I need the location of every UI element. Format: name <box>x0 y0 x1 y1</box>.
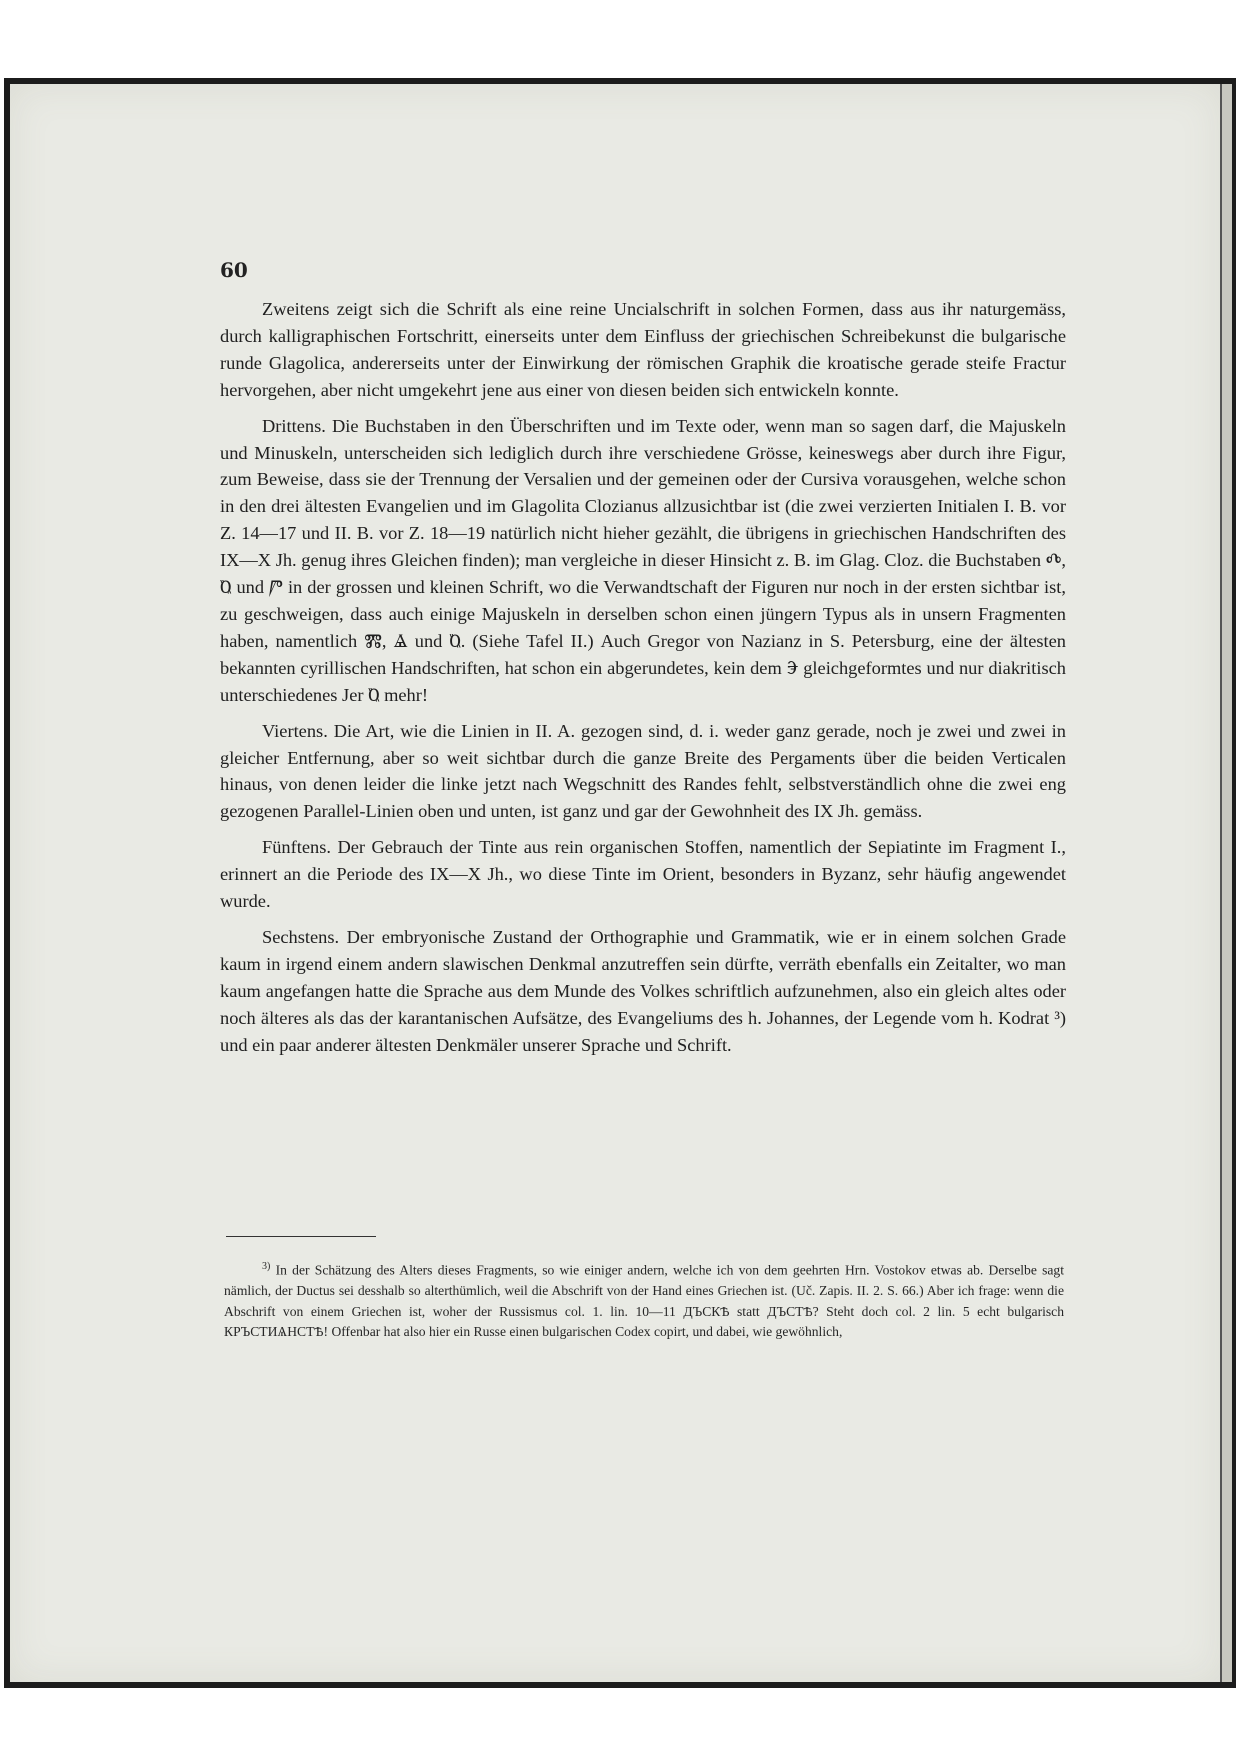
paragraph-zweitens: Zweitens zeigt sich die Schrift als eine reine Uncialschrift in solchen Formen, dass aus ihr naturgemäss, durch kalligraphischen Fortschritt, einerseits unter dem Einfluss der griechischen Schreibekunst die bulgarische runde Glagolica, andererseits unter der Einwirkung der römischen Graphik die kroatische gerade steife Fractur hervorgehen, aber nicht umgekehrt jene aus einer von diesen beiden sich entwickeln konnte. <box>220 299 1066 400</box>
body-text <box>220 296 1066 1067</box>
footnote-divider <box>226 1236 376 1237</box>
paragraph-viertens: Viertens. Die Art, wie die Linien in II. A. gezogen sind, d. i. weder ganz gerade, noch je zwei und zwei in gleicher Entfernung, aber so weit sichtbar durch die ganze Breite des Pergaments über die beiden Verticalen hinaus, von denen leider die linke jetzt nach Wegschnitt des Randes fehlt, selbstverständlich ohne die zwei eng gezogenen Parallel-Linien oben und unten, ist ganz und gar der Gewohnheit des IX Jh. gemäss. <box>220 720 1066 822</box>
footnote-marker: 3) <box>262 1261 271 1272</box>
page-edge <box>1220 84 1232 1682</box>
footnotes <box>224 1257 1064 1343</box>
paragraph-drittens: Drittens. Die Buchstaben in den Überschriften und im Texte oder, wenn man so sagen darf, die Majuskeln und Minuskeln, unterscheiden sich lediglich durch ihre verschiedene Grösse, keineswegs aber durch ihre Figur, zum Beweise, dass sie der Trennung der Versalien und der gemeinen oder der Cursiva vorausgehen, welche schon in den drei ältesten Evangelien und im Glagolita Clozianus allzusichtbar ist (die zwei verzierten Initialen I. B. vor Z. 14—17 und II. B. vor Z. 18—19 natürlich nicht hieher gezählt, die übrigens in griechischen Handschriften des IX—X Jh. genug ihres Gleichen finden); man vergleiche in dieser Hinsicht z. B. im Glag. Cloz. die Buchstaben Ⰴ, Ⱒ und Ⱓ in der grossen und kleinen Schrift, wo die Verwandtschaft der Figuren nur noch in der ersten sichtbar ist, zu geschweigen, dass auch einige Majuskeln in derselben schon einen jüngern Typus als in unsern Fragmenten haben, namentlich Ⰿ, Ⱑ und Ⱒ. (Siehe Tafel II.) Auch Gregor von Nazianz in S. Petersburg, eine der ältesten bekannten cyrillischen Handschriften, hat schon ein abgerundetes, kein dem Ⰵ gleichgeformtes und nur diakritisch unterschiedenes Jer Ⱒ mehr! <box>220 415 1066 705</box>
paragraph-sechstens: Sechstens. Der embryonische Zustand der Orthographie und Grammatik, wie er in einem solchen Grade kaum in irgend einem andern slawischen Denkmal anzutreffen sein dürfte, verräth ebenfalls ein Zeitalter, wo man kaum angefangen hatte die Sprache aus dem Munde des Volkes schriftlich aufzunehmen, also ein gleich altes oder noch älteres als das der karantanischen Aufsätze, des Evangeliums des h. Johannes, der Legende vom h. Kodrat ³) und ein paar anderer ältesten Denkmäler unserer Sprache und Schrift. <box>220 926 1066 1055</box>
page-number: 60 <box>220 258 248 282</box>
footnote-text: In der Schätzung des Alters dieses Fragments, so wie einiger andern, welche ich von dem geehrten Hrn. Vostokov etwas ab. Derselbe sagt nämlich, der Ductus sei desshalb so alterthümlich, weil die Abschrift von der Hand eines Griechen ist. (Uč. Zapis. II. 2. S. 66.) Aber ich frage: wenn die Abschrift von einem Griechen ist, woher der Russismus col. 1. lin. 10—11 ДЪСКѢ statt ДЪСТѢ? Steht doch col. 2 lin. 5 echt bulgarisch КРЪСТИѦНСТѢ! Offenbar hat also hier ein Russe einen bulgarischen Codex copirt, und dabei, wie gewöhnlich, <box>224 1262 1064 1340</box>
paragraph-fuenftens: Fünftens. Der Gebrauch der Tinte aus rein organischen Stoffen, namentlich der Sepiatinte im Fragment I., erinnert an die Periode des IX—X Jh., wo diese Tinte im Orient, besonders in Byzanz, sehr häufig angewendet wurde. <box>220 837 1066 912</box>
footnote-3 <box>224 1257 1064 1343</box>
